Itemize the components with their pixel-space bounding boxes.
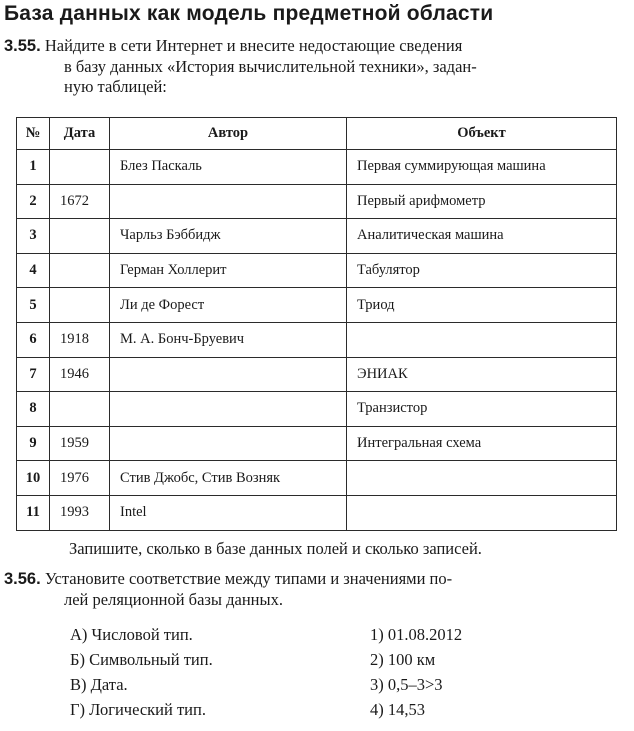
cell-author: Блез Паскаль [110,150,347,185]
cell-author: Герман Холлерит [110,253,347,288]
task-3-56-text-2: лей реляционной базы данных. [64,589,283,609]
table-row [17,357,617,392]
cell-object: Аналитическая машина [347,219,617,254]
task-3-55-number: 3.55. [4,37,41,55]
type-b: Б) Символьный тип. [70,650,213,669]
type-a: А) Числовой тип. [70,625,193,644]
cell-date [50,253,110,288]
cell-number: 7 [17,357,50,392]
cell-number: 6 [17,322,50,357]
header-date: Дата [50,118,110,150]
table-row [17,392,617,427]
cell-object [347,495,617,530]
type-g: Г) Логический тип. [70,700,206,719]
cell-object: Табулятор [347,253,617,288]
table-row [17,150,617,185]
task-3-56-text-1: Установите соответствие между типами и значениями по- [44,569,453,588]
table-row [17,322,617,357]
value-3: 3) 0,5–3>3 [370,675,443,694]
header-number: № [17,118,50,150]
table-row [17,461,617,496]
cell-date [50,150,110,185]
type-v: В) Дата. [70,675,128,694]
value-4: 4) 14,53 [370,700,425,719]
history-computing-table [16,117,617,531]
match-row [70,625,630,650]
section-title: База данных как модель предметной области [4,2,494,25]
cell-number: 5 [17,288,50,323]
cell-object: Транзистор [347,392,617,427]
cell-number: 9 [17,426,50,461]
cell-author: М. А. Бонч-Бруевич [110,322,347,357]
cell-date: 1672 [50,184,110,219]
cell-number: 11 [17,495,50,530]
cell-author: Чарльз Бэббидж [110,219,347,254]
match-row [70,700,630,725]
match-row [70,675,630,700]
cell-object: Первая суммирующая машина [347,150,617,185]
task-3-55-line-1 [4,36,630,57]
table-row [17,219,617,254]
cell-author: Ли де Форест [110,288,347,323]
task-3-56 [4,569,630,610]
cell-object [347,461,617,496]
cell-object: Интегральная схема [347,426,617,461]
cell-date: 1993 [50,495,110,530]
table-row [17,495,617,530]
cell-object: Триод [347,288,617,323]
task-3-55 [4,36,630,98]
task-3-55-text-1: Найдите в сети Интернет и внесите недостающие сведения [44,36,463,55]
table-row [17,426,617,461]
cell-number: 3 [17,219,50,254]
header-object: Объект [347,118,617,150]
cell-author [110,392,347,427]
task-3-56-number: 3.56. [4,570,41,588]
table-row [17,184,617,219]
cell-date [50,219,110,254]
match-row [70,650,630,675]
after-table-question: Запишите, сколько в базе данных полей и сколько записей. [69,539,482,558]
cell-author [110,184,347,219]
cell-object [347,322,617,357]
table-row [17,288,617,323]
cell-author [110,426,347,461]
cell-date [50,288,110,323]
cell-number: 8 [17,392,50,427]
cell-author: Intel [110,495,347,530]
cell-date [50,392,110,427]
table-row [17,253,617,288]
cell-author: Стив Джобс, Стив Возняк [110,461,347,496]
cell-date: 1918 [50,322,110,357]
value-1: 1) 01.08.2012 [370,625,463,644]
cell-date: 1946 [50,357,110,392]
value-2: 2) 100 км [370,650,436,669]
table-header-row [17,118,617,150]
header-author: Автор [110,118,347,150]
cell-object: ЭНИАК [347,357,617,392]
cell-author [110,357,347,392]
matching-list [70,625,630,725]
cell-date: 1976 [50,461,110,496]
cell-number: 2 [17,184,50,219]
cell-object: Первый арифмометр [347,184,617,219]
cell-number: 1 [17,150,50,185]
task-3-55-text-3: ную таблицей: [64,77,167,96]
cell-date: 1959 [50,426,110,461]
cell-number: 4 [17,253,50,288]
task-3-56-line-1 [4,569,630,590]
table-body [17,150,617,531]
cell-number: 10 [17,461,50,496]
task-3-55-text-2: в базу данных «История вычислительной техники», задан- [64,56,477,76]
